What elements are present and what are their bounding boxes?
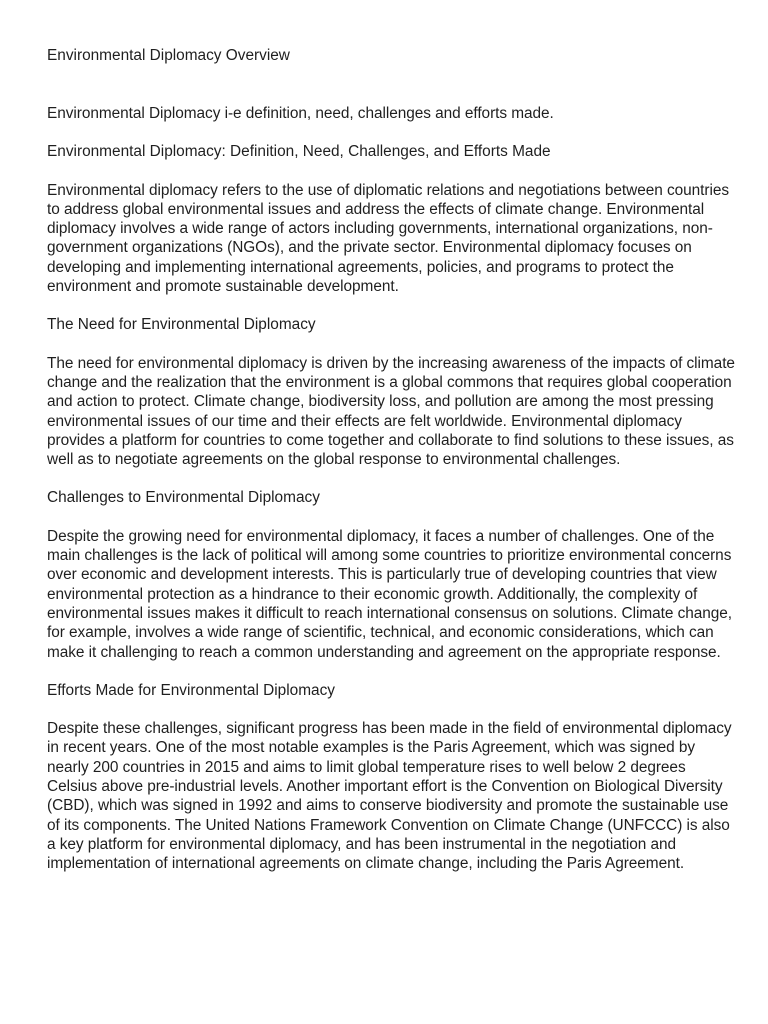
section-heading-need: The Need for Environmental Diplomacy	[47, 316, 316, 334]
section-heading-challenges: Challenges to Environmental Diplomacy	[47, 489, 320, 507]
section-body-need: The need for environmental diplomacy is driven by the increasing awareness of the impacts of climate change and the realization that the environment is a global commons that requires global cooperation and action to protect. Climate change, biodiversity loss, and pollution are among the most pressing environmental issues of our time and their effects are felt worldwide. Environmental diplomacy provides a platform for countries to come together and collaborate to find solutions to these issues, as well as to negotiate agreements on the global response to environmental challenges.	[47, 354, 735, 469]
prompt-line: Environmental Diplomacy i-e definition, need, challenges and efforts made.	[47, 105, 554, 122]
intro-paragraph: Environmental diplomacy refers to the use of diplomatic relations and negotiations between countries to address global environmental issues and address the effects of climate change. Environmental diplomacy involves a wide range of actors including governments, international organizations, non-government organizations (NGOs), and the private sector. Environmental diplomacy focuses on developing and implementing international agreements, policies, and programs to protect the environment and promote sustainable development.	[47, 181, 729, 296]
document-title: Environmental Diplomacy Overview	[47, 47, 290, 64]
main-heading: Environmental Diplomacy: Definition, Need, Challenges, and Efforts Made	[47, 143, 551, 161]
document-page	[47, 46, 737, 874]
section-heading-efforts: Efforts Made for Environmental Diplomacy	[47, 681, 335, 699]
section-body-challenges: Despite the growing need for environmental diplomacy, it faces a number of challenges. One of the main challenges is the lack of political will among some countries to prioritize environmental concerns over economic and development interests. This is particularly true of developing countries that view environmental protection as a hindrance to their economic growth. Additionally, the complexity of environmental issues makes it difficult to reach international consensus on solutions. Climate change, for example, involves a wide range of scientific, technical, and economic considerations, which can make it challenging to reach a common understanding and agreement on the appropriate response.	[47, 527, 732, 661]
section-body-efforts: Despite these challenges, significant progress has been made in the field of environmental diplomacy in recent years. One of the most notable examples is the Paris Agreement, which was signed by nearly 200 countries in 2015 and aims to limit global temperature rises to well below 2 degrees Celsius above pre-industrial levels. Another important effort is the Convention on Biological Diversity (CBD), which was signed in 1992 and aims to conserve biodiversity and promote the sustainable use of its components. The United Nations Framework Convention on Climate Change (UNFCCC) is also a key platform for environmental diplomacy, and has been instrumental in the negotiation and implementation of international agreements on climate change, including the Paris Agreement.	[47, 720, 732, 873]
